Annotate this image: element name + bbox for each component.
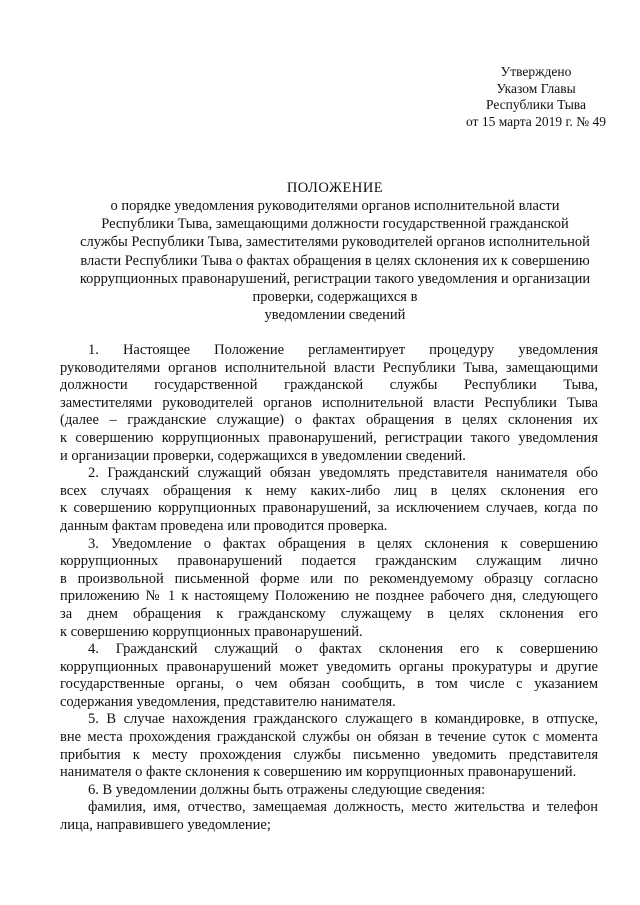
paragraph-line: должности государственной гражданской службы Республики Тыва, (60, 377, 598, 394)
paragraph-line: и организации проверки, содержащихся в уведомлении сведений. (60, 447, 466, 464)
document-body (60, 342, 598, 835)
paragraph-line: 1. Настоящее Положение регламентирует процедуру уведомления (88, 342, 598, 358)
subtitle-line: коррупционных правонарушений, регистрации такого уведомления и организации (79, 270, 591, 287)
paragraph-line: коррупционных правонарушений может уведомить органы прокуратуры и другие (60, 658, 598, 675)
paragraph-line: за днем обращения к гражданскому служащему в целях склонения его (60, 605, 598, 622)
paragraph-line: 5. В случае нахождения гражданского служащего в командировке, в отпуске, (88, 711, 598, 728)
paragraph-line: к совершению коррупционных правонарушений. (60, 623, 363, 640)
subtitle-line: Республики Тыва, замещающими должности государственной гражданской (101, 216, 569, 233)
paragraph-5 (60, 711, 598, 781)
paragraph-line: к совершению коррупционных правонарушений, за исключением случаев, когда по (60, 500, 598, 517)
paragraph-1 (60, 342, 598, 465)
approval-line: Указом Главы (496, 80, 576, 96)
paragraph-line: содержания уведомления, представителю нанимателя. (60, 693, 396, 710)
approval-line: Республики Тыва (486, 97, 586, 112)
paragraph-line: данным фактам проведена или проводится проверка. (60, 517, 388, 534)
subtitle-line: службы Республики Тыва, заместителями руководителей органов исполнительной (80, 234, 590, 251)
paragraph-line: прибытия к месту прохождения службы письменно уведомить представителя (60, 746, 598, 763)
subtitle-line: проверки, содержащихся в (252, 289, 418, 306)
approval-line: Утверждено (500, 64, 572, 79)
paragraph-3 (60, 536, 598, 642)
paragraph-line: коррупционных правонарушений подается гражданским служащим лично (60, 553, 598, 570)
paragraph-line: 6. В уведомлении должны быть отражены следующие сведения: (88, 781, 486, 798)
paragraph-line: вне места прохождения гражданской службы он обязан в течение суток с момента (60, 729, 598, 746)
paragraph-line: фамилия, имя, отчество, замещаемая должность, место жительства и телефон (88, 799, 598, 816)
approval-line: от 15 марта 2019 г. № 49 (465, 113, 607, 129)
paragraph-2 (60, 465, 598, 535)
paragraph-line: (далее – гражданские служащие) о фактах обращения в целях склонения их (60, 412, 598, 429)
subtitle-line: о порядке уведомления руководителями органов исполнительной власти (110, 198, 560, 214)
paragraph-line: лица, направившего уведомление; (60, 817, 271, 834)
paragraph-line: 4. Гражданский служащий о фактах склонения его к совершению (88, 641, 598, 658)
paragraph-line: приложению № 1 к настоящему Положению не позднее рабочего дня, следующего (60, 588, 598, 605)
subtitle-line: власти Республики Тыва о фактах обращения в целях склонения их к совершению (80, 252, 590, 269)
paragraph-line: всех случаях обращения к нему каких-либо лиц в целях склонения его (60, 482, 598, 499)
approval-stamp (446, 64, 626, 130)
document-subtitle (60, 197, 610, 324)
paragraph-line: государственные органы, о чем обязан сообщить, в том числе с указанием (60, 676, 598, 693)
paragraph-line: заместителями руководителей органов исполнительной власти Республики Тыва (60, 394, 598, 411)
paragraph-4 (60, 641, 598, 711)
paragraph-6 (60, 782, 598, 800)
paragraph-line: руководителями органов исполнительной власти Республики Тыва, замещающими (60, 359, 598, 376)
paragraph-line: в произвольной письменной форме или по рекомендуемому образцу согласно (60, 570, 598, 587)
subtitle-line: уведомлении сведений (264, 307, 406, 324)
paragraph-line: 2. Гражданский служащий обязан уведомлять представителя нанимателя обо (88, 465, 598, 482)
paragraph-line: 3. Уведомление о фактах обращения в целях склонения к совершению (88, 535, 598, 552)
paragraph-line: нанимателя о факте склонения к совершению им коррупционных правонарушений. (60, 764, 577, 781)
document-title: ПОЛОЖЕНИЕ (286, 180, 384, 196)
paragraph-7 (60, 799, 598, 834)
paragraph-line: к совершению коррупционных правонарушений, регистрации такого уведомления (60, 429, 598, 446)
